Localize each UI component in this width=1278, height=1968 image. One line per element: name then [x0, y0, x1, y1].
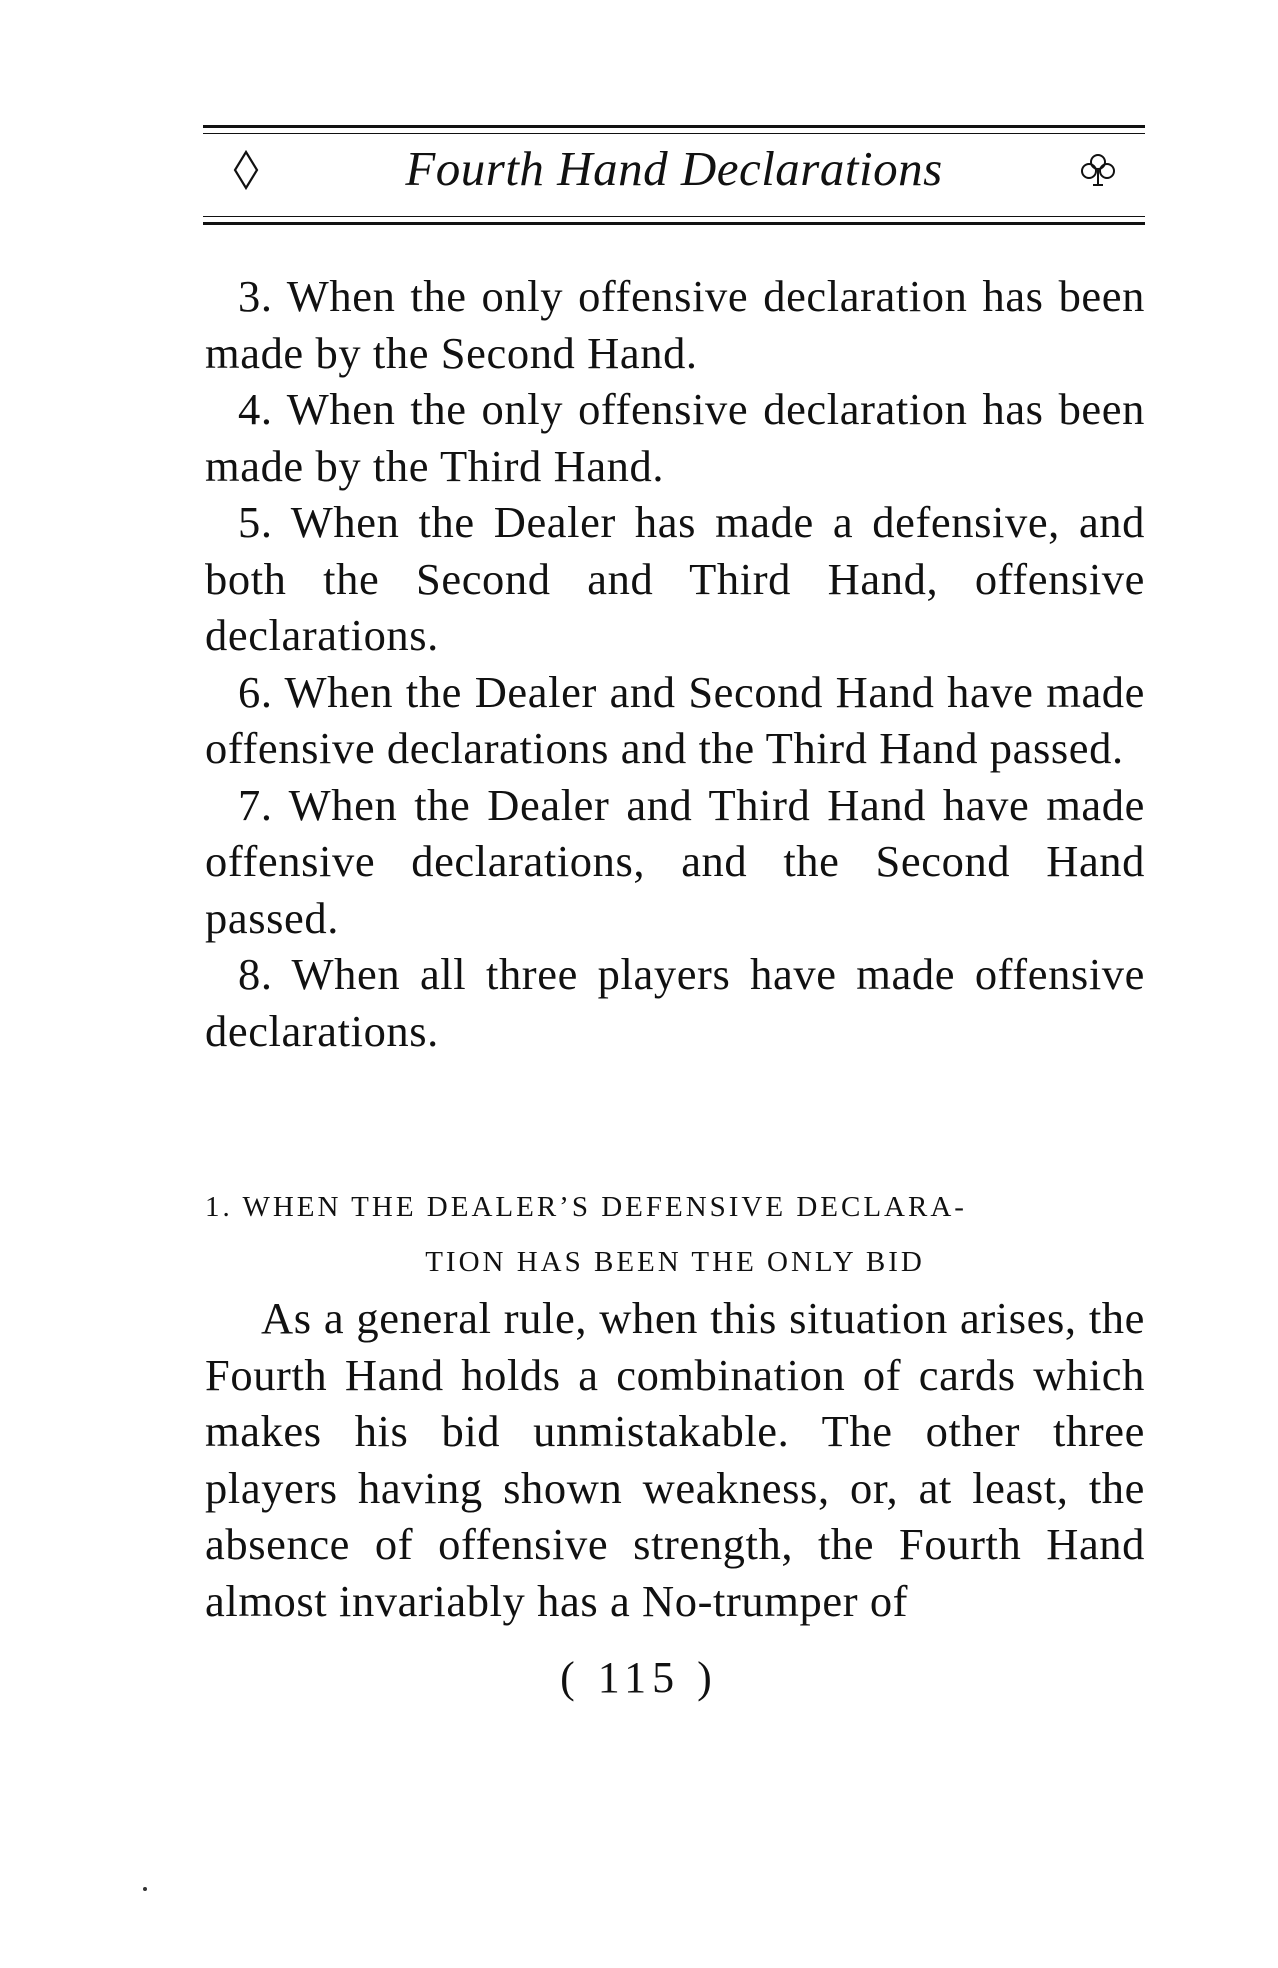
running-header [203, 125, 1145, 225]
section-heading-line2: TION HAS BEEN THE ONLY BID [425, 1246, 925, 1278]
section-heading-line1: 1. WHEN THE DEALER’S DEFENSIVE DECLARA- [205, 1191, 967, 1223]
body-paragraph [205, 1290, 1145, 1629]
page-number: ( 115 ) [560, 1653, 718, 1702]
header-bottom-rule [203, 222, 1145, 225]
case-item: 5. When the Dealer has made a defensive, and both the Second and Third Hand, offensive declarations. [205, 497, 1145, 660]
running-title: Fourth Hand Declarations [405, 141, 943, 196]
print-speck [143, 1887, 147, 1891]
club-icon [1079, 152, 1117, 188]
paragraph-text: As a general rule, when this situation arises, the Fourth Hand holds a combination of cards which makes his bid unmistakable. The other three players having shown weakness, or, at least, the absence of offensive strength, the Fourth Hand almost invariably has a No-trumper of [205, 1293, 1145, 1626]
case-item: 4. When the only offensive declaration has been made by the Third Hand. [205, 384, 1145, 491]
case-item: 3. When the only offensive declaration has been made by the Second Hand. [205, 271, 1145, 378]
section-heading [205, 1180, 1145, 1290]
enumerated-cases [205, 268, 1145, 1059]
case-item: 8. When all three players have made offensive declarations. [205, 949, 1145, 1056]
case-item: 6. When the Dealer and Second Hand have made offensive declarations and the Third Hand passed. [205, 666, 1145, 773]
case-item: 7. When the Dealer and Third Hand have made offensive declarations, and the Second Hand passed. [205, 779, 1145, 943]
